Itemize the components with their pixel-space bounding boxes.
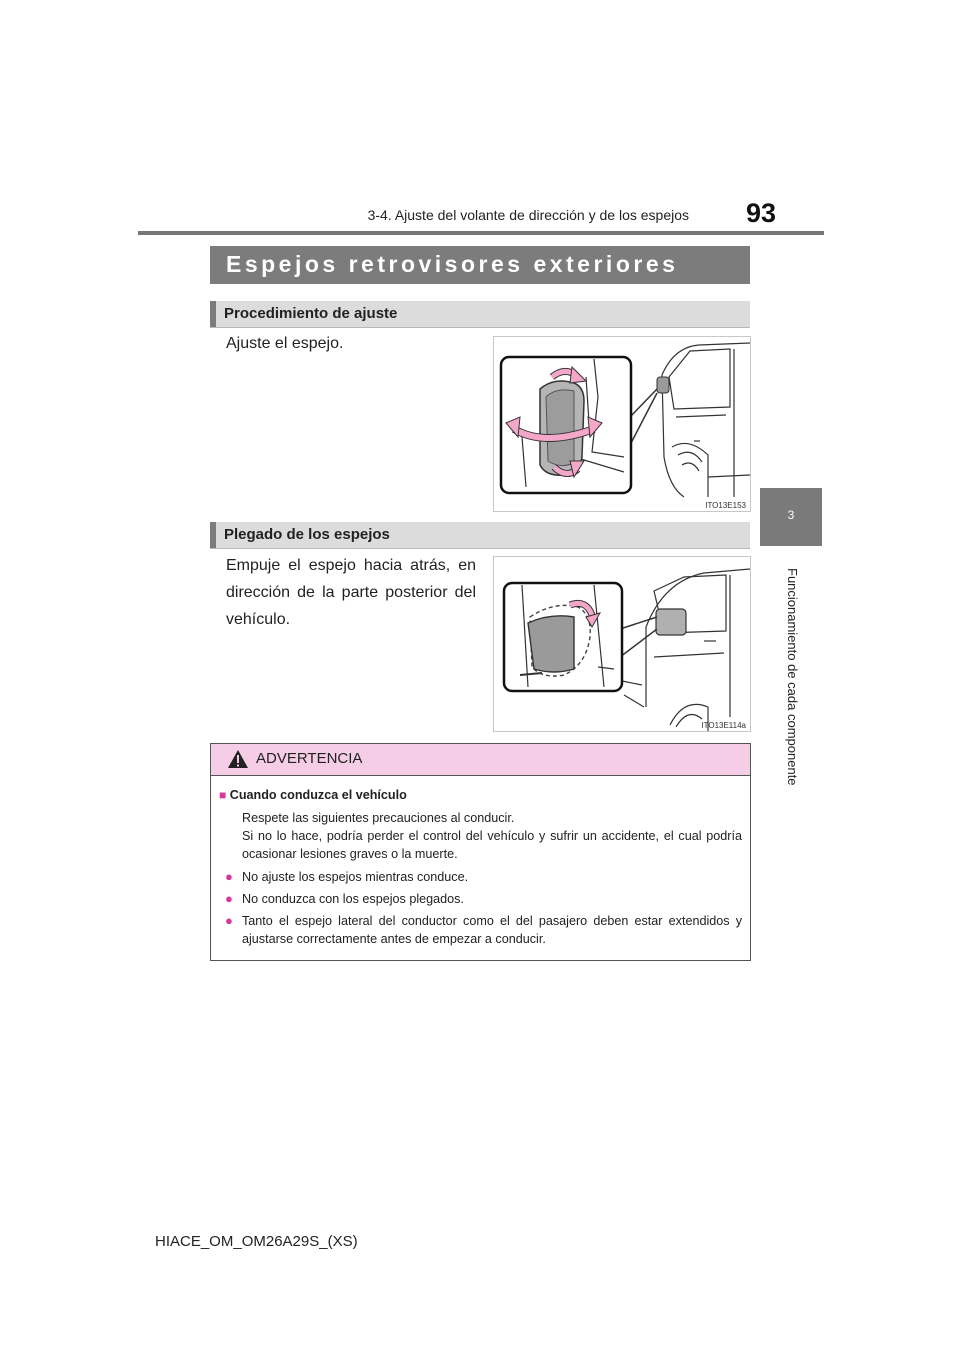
warning-triangle-icon	[227, 749, 249, 769]
warning-subheading: Cuando conduzca el vehículo	[229, 788, 407, 802]
warning-subheading-row	[219, 786, 407, 804]
bullet-dot-icon: ●	[225, 891, 233, 906]
mirror-adjust-illustration	[494, 337, 750, 511]
warning-item	[225, 868, 743, 886]
page-number: 93	[745, 198, 776, 228]
warning-item	[225, 912, 743, 952]
figure-mirror-adjust	[493, 336, 751, 512]
section-heading-label: Plegado de los espejos	[224, 526, 390, 543]
figure-code: ITO13E153	[705, 501, 746, 510]
warning-item-text: Tanto el espejo lateral del conductor como el del pasajero deben estar extendidos y ajustarse correctamente antes de empezar a conducir.	[242, 914, 742, 946]
section-text-adjust: Ajuste el espejo.	[226, 335, 344, 352]
header-divider	[138, 231, 824, 235]
section-text-fold: Empuje el espejo hacia atrás, en dirección de la parte posterior del vehículo.	[226, 557, 476, 628]
chapter-label: Funcionamiento de cada componente	[785, 568, 800, 786]
bullet-dot-icon: ●	[225, 869, 233, 884]
figure-mirror-fold	[493, 556, 751, 732]
section-heading-fold	[210, 522, 750, 549]
figure-code: ITO13E114a	[701, 721, 746, 730]
page-title-bar	[210, 246, 750, 284]
bullet-dot-icon: ●	[225, 913, 233, 928]
footer-model-code: HIACE_OM_OM26A29S_(XS)	[155, 1233, 358, 1250]
header-section-title: 3-4. Ajuste del volante de dirección y de los espejos	[367, 207, 689, 223]
warning-item-text: No conduzca con los espejos plegados.	[242, 892, 464, 906]
section-heading-label: Procedimiento de ajuste	[224, 305, 398, 322]
warning-header	[211, 744, 750, 776]
section-heading-adjust	[210, 301, 750, 328]
chapter-number: 3	[787, 508, 795, 522]
warning-item-text: No ajuste los espejos mientras conduce.	[242, 870, 469, 884]
mirror-fold-illustration	[494, 557, 750, 731]
warning-item	[225, 890, 743, 908]
warning-intro-2: Si no lo hace, podría perder el control del vehículo y sufrir un accidente, el cual podría ocasionar lesiones graves o la muerte.	[242, 829, 742, 861]
page-title: Espejos retrovisores exteriores	[226, 251, 679, 277]
warning-intro-1: Respete las siguientes precauciones al conducir.	[242, 811, 515, 825]
chapter-tab	[760, 488, 822, 546]
warning-title: ADVERTENCIA	[256, 750, 363, 767]
square-bullet-icon: ■	[219, 788, 227, 802]
warning-box	[210, 743, 751, 961]
